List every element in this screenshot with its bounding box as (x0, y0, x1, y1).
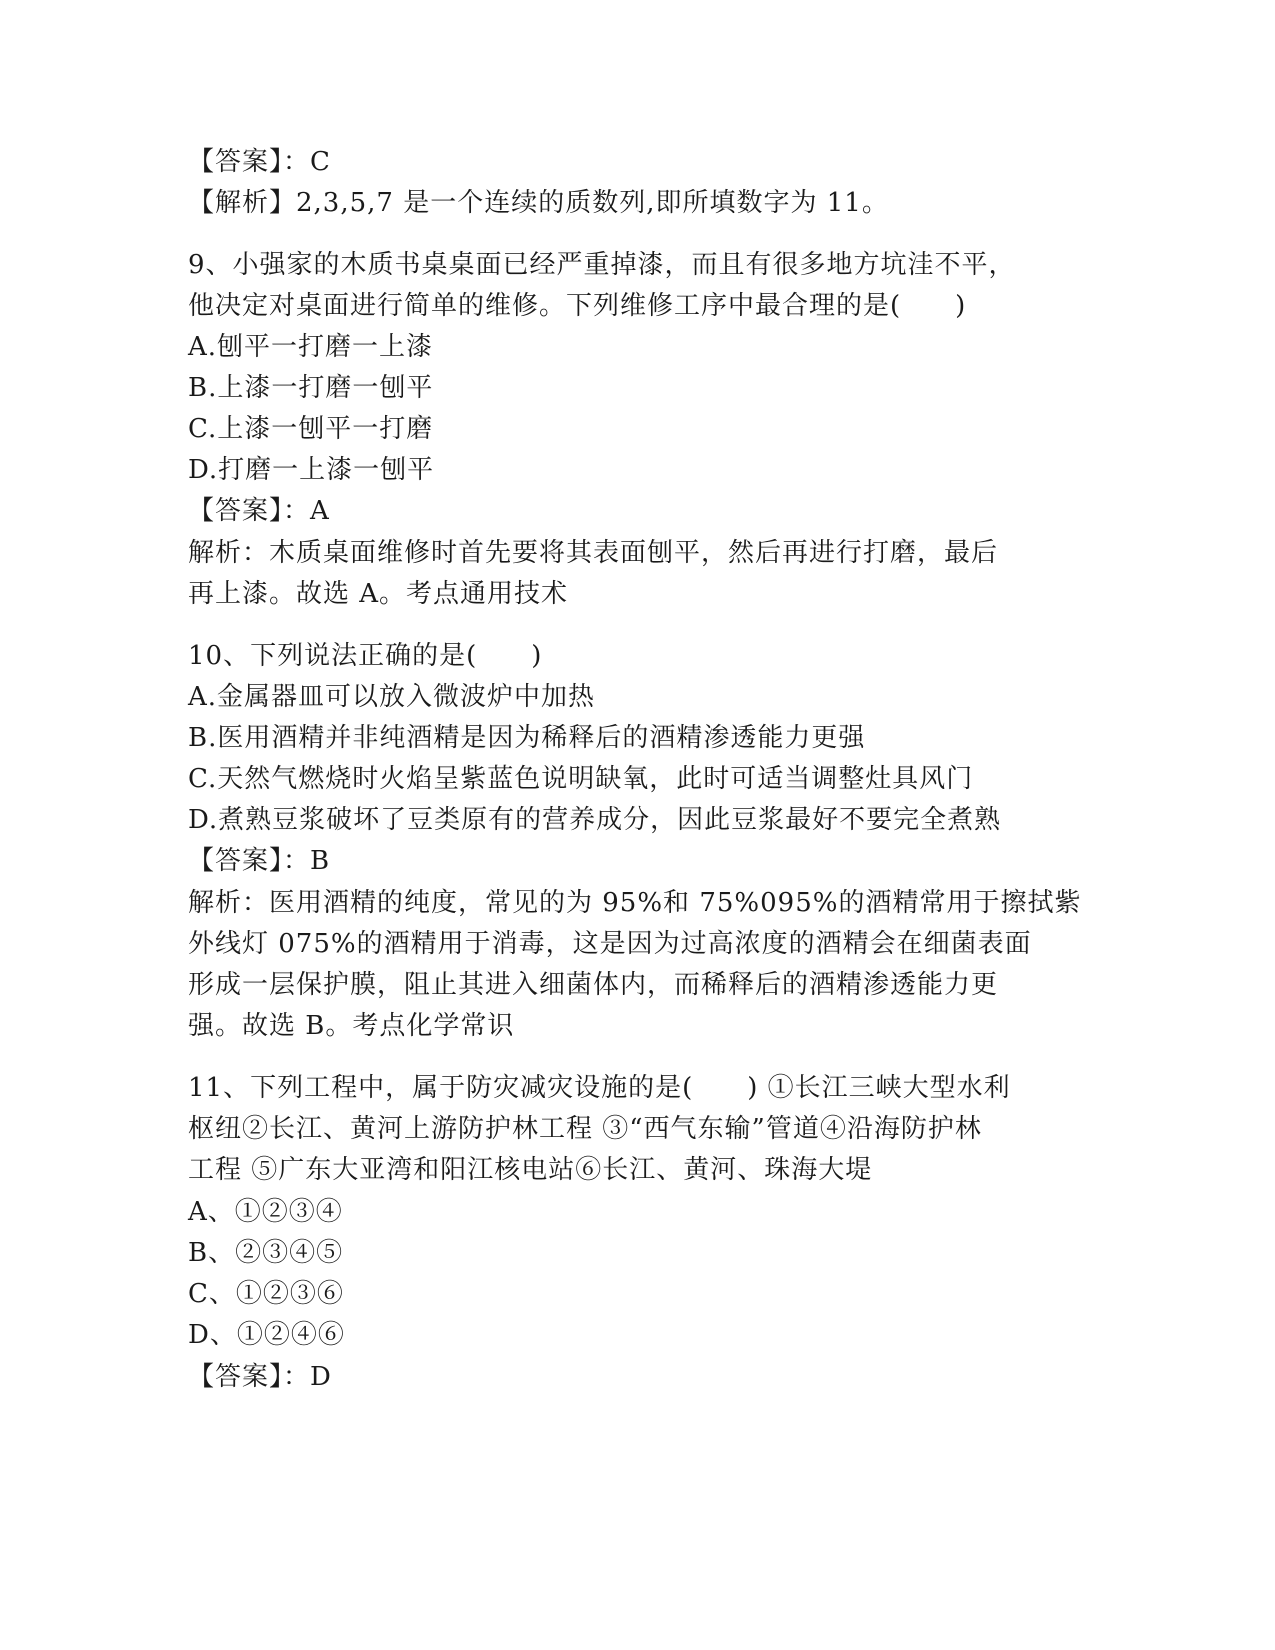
q10-explanation-line-3: 形成一层保护膜，阻止其进入细菌体内，而稀释后的酒精渗透能力更 (188, 970, 999, 1000)
q11-stem-line-1: 11、下列工程中，属于防灾减灾设施的是( ) ①长江三峡大型水利 (188, 1073, 1011, 1103)
q9-explanation-line-2: 再上漆。故选 A。考点通用技术 (188, 579, 569, 609)
q9-explanation-line-1: 解析：木质桌面维修时首先要将其表面刨平，然后再进行打磨，最后 (188, 538, 999, 568)
q10-option-b: B.医用酒精并非纯酒精是因为稀释后的酒精渗透能力更强 (188, 723, 866, 753)
q10-explanation-line-2: 外线灯 075%的酒精用于消毒，这是因为过高浓度的酒精会在细菌表面 (188, 929, 1032, 959)
q9-option-c: C.上漆一刨平一打磨 (188, 414, 434, 444)
q9-stem-line-2: 他决定对桌面进行简单的维修。下列维修工序中最合理的是( ) (188, 291, 967, 321)
q10-option-d: D.煮熟豆浆破坏了豆类原有的营养成分，因此豆浆最好不要完全煮熟 (188, 805, 1002, 835)
q10-stem: 10、下列说法正确的是( ) (188, 641, 543, 671)
q11-option-b: B、②③④⑤ (188, 1238, 344, 1268)
q8-answer: 【答案】：C (188, 147, 331, 177)
q11-option-d: D、①②④⑥ (188, 1320, 345, 1350)
q11-stem-line-2: 枢纽②长江、黄河上游防护林工程 ③“西气东输”管道④沿海防护林 (188, 1114, 982, 1144)
q9-option-d: D.打磨一上漆一刨平 (188, 455, 435, 485)
q11-answer: 【答案】：D (188, 1362, 332, 1392)
q9-stem-line-1: 9、小强家的木质书桌桌面已经严重掉漆，而且有很多地方坑洼不平， (188, 250, 1016, 280)
q10-answer: 【答案】：B (188, 846, 331, 876)
q10-explanation-line-1: 解析：医用酒精的纯度，常见的为 95%和 75%095%的酒精常用于擦拭紫 (188, 888, 1082, 918)
q11-option-a: A、①②③④ (188, 1197, 343, 1227)
q10-option-a: A.金属器皿可以放入微波炉中加热 (188, 682, 596, 712)
q10-explanation-line-4: 强。故选 B。考点化学常识 (188, 1011, 515, 1041)
q11-option-c: C、①②③⑥ (188, 1279, 344, 1309)
q9-option-b: B.上漆一打磨一刨平 (188, 373, 434, 403)
q10-option-c: C.天然气燃烧时火焰呈紫蓝色说明缺氧，此时可适当调整灶具风门 (188, 764, 974, 794)
q11-stem-line-3: 工程 ⑤广东大亚湾和阳江核电站⑥长江、黄河、珠海大堤 (188, 1155, 873, 1185)
q9-answer: 【答案】：A (188, 496, 330, 526)
q8-explanation: 【解析】2,3,5,7 是一个连续的质数列,即所填数字为 11。 (188, 188, 889, 218)
q9-option-a: A.刨平一打磨一上漆 (188, 332, 434, 362)
